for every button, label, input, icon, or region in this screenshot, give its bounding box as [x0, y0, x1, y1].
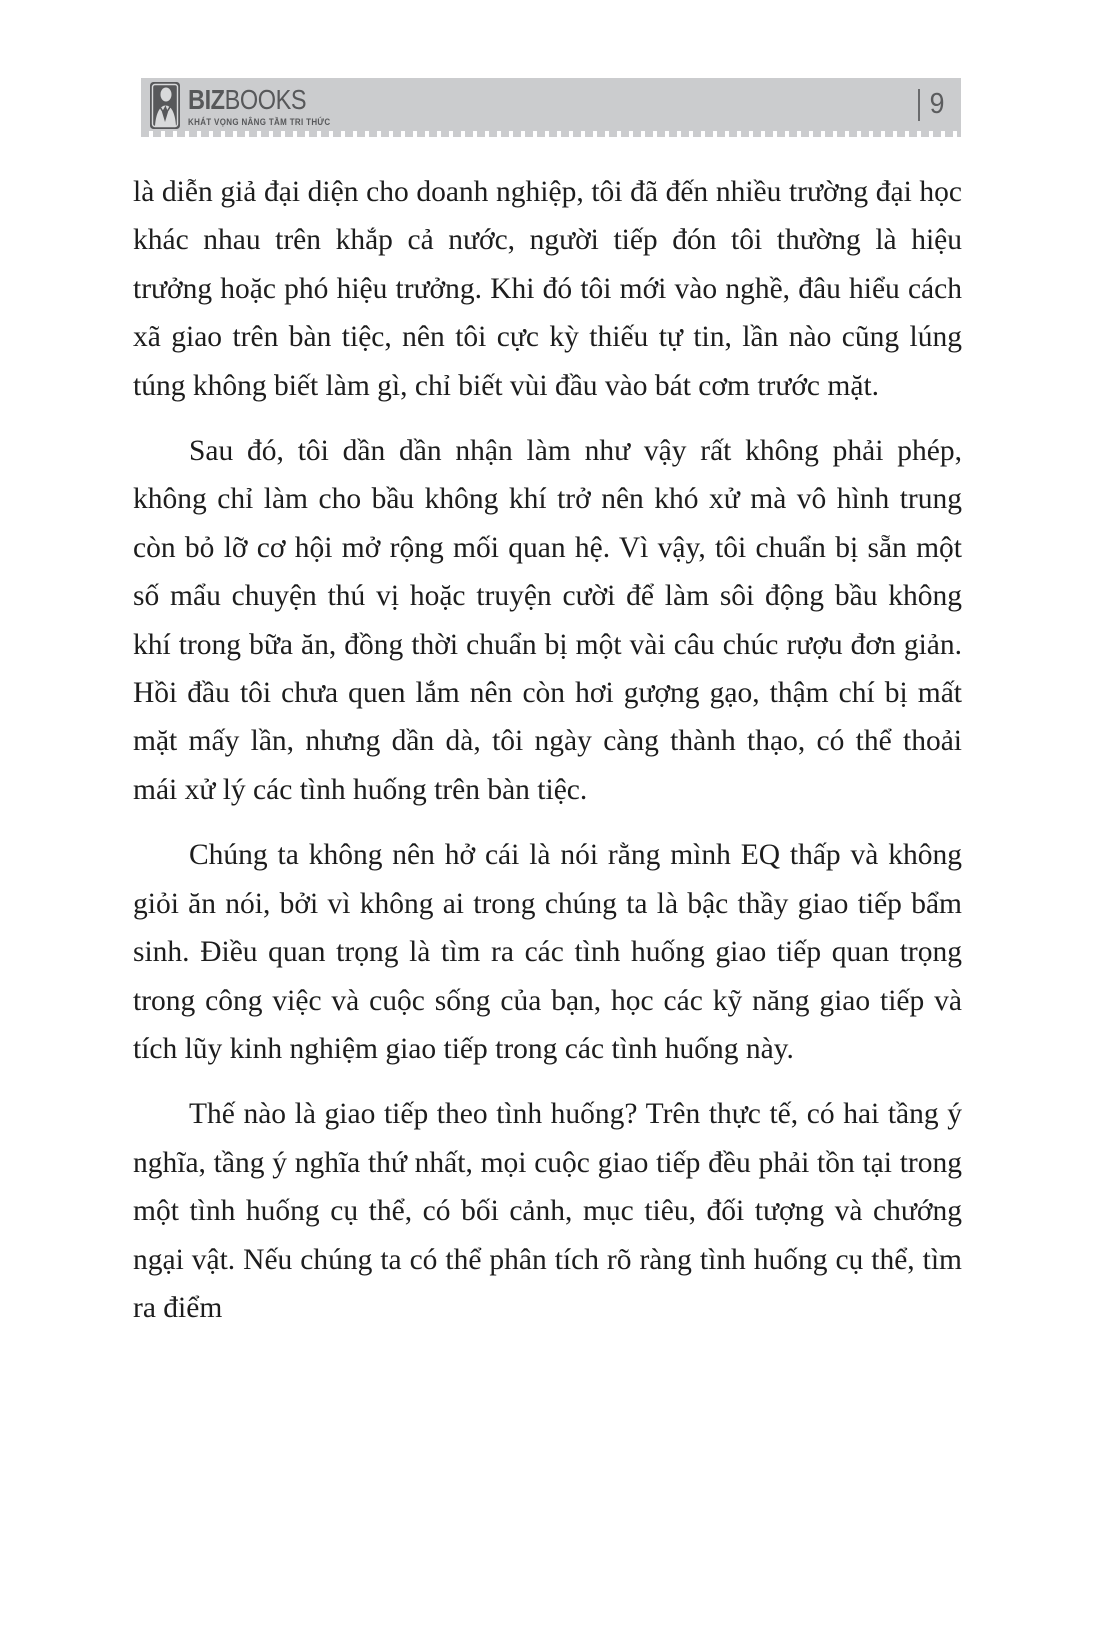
- paragraph: Chúng ta không nên hở cái là nói rằng mình EQ thấp và không giỏi ăn nói, bởi vì không ai trong chúng ta là bậc thầy giao tiếp bẩm sinh. Điều quan trọng là tìm ra các tình huống giao tiếp quan trọng trong công việc và cuộc sống của bạn, học các kỹ năng giao tiếp và tích lũy kinh nghiệm giao tiếp trong các tình huống này.: [133, 839, 962, 1065]
- paragraph: là diễn giả đại diện cho doanh nghiệp, tôi đã đến nhiều trường đại học khác nhau trên khắp cả nước, người tiếp đón tôi thường là hiệu trưởng hoặc phó hiệu trưởng. Khi đó tôi mới vào nghề, đâu hiểu cách xã giao trên bàn tiệc, nên tôi cực kỳ thiếu tự tin, lần nào cũng lúng túng không biết làm gì, chỉ biết vùi đầu vào bát cơm trước mặt.: [133, 176, 962, 402]
- paragraph: Thế nào là giao tiếp theo tình huống? Trên thực tế, có hai tầng ý nghĩa, tầng ý nghĩa thứ nhất, mọi cuộc giao tiếp đều phải tồn tại trong một tình huống cụ thể, có bối cảnh, mục tiêu, đối tượng và chướng ngại vật. Nếu chúng ta có thể phân tích rõ ràng tình huống cụ thể, tìm ra điểm: [133, 1098, 962, 1324]
- page-header: [141, 78, 961, 131]
- brand-name-books: BOOKS: [224, 83, 307, 115]
- page-body-text: [133, 168, 962, 1332]
- brand-name-biz: BIZ: [188, 83, 225, 115]
- page-number-block: [918, 88, 961, 121]
- publisher-logo: [150, 78, 358, 131]
- paragraph: Sau đó, tôi dần dần nhận làm như vậy rất không phải phép, không chỉ làm cho bầu không khí trở nên khó xử mà vô hình trung còn bỏ lỡ cơ hội mở rộng mối quan hệ. Vì vậy, tôi chuẩn bị sẵn một số mẩu chuyện thú vị hoặc truyện cười để làm sôi động bầu không khí trong bữa ăn, đồng thời chuẩn bị một vài câu chúc rượu đơn giản. Hồi đầu tôi chưa quen lắm nên còn hơi gượng gạo, thậm chí bị mất mặt mấy lần, nhưng dần dà, tôi ngày càng thành thạo, có thể thoải mái xử lý các tình huống trên bàn tiệc.: [133, 435, 962, 806]
- brand-name: [188, 83, 330, 115]
- page-number-separator: [918, 89, 920, 121]
- page-number: 9: [929, 88, 945, 120]
- brand-text: [188, 83, 331, 128]
- businessman-silhouette-icon: [150, 82, 180, 129]
- brand-tagline: KHÁT VỌNG NÂNG TẦM TRI THỨC: [188, 116, 331, 128]
